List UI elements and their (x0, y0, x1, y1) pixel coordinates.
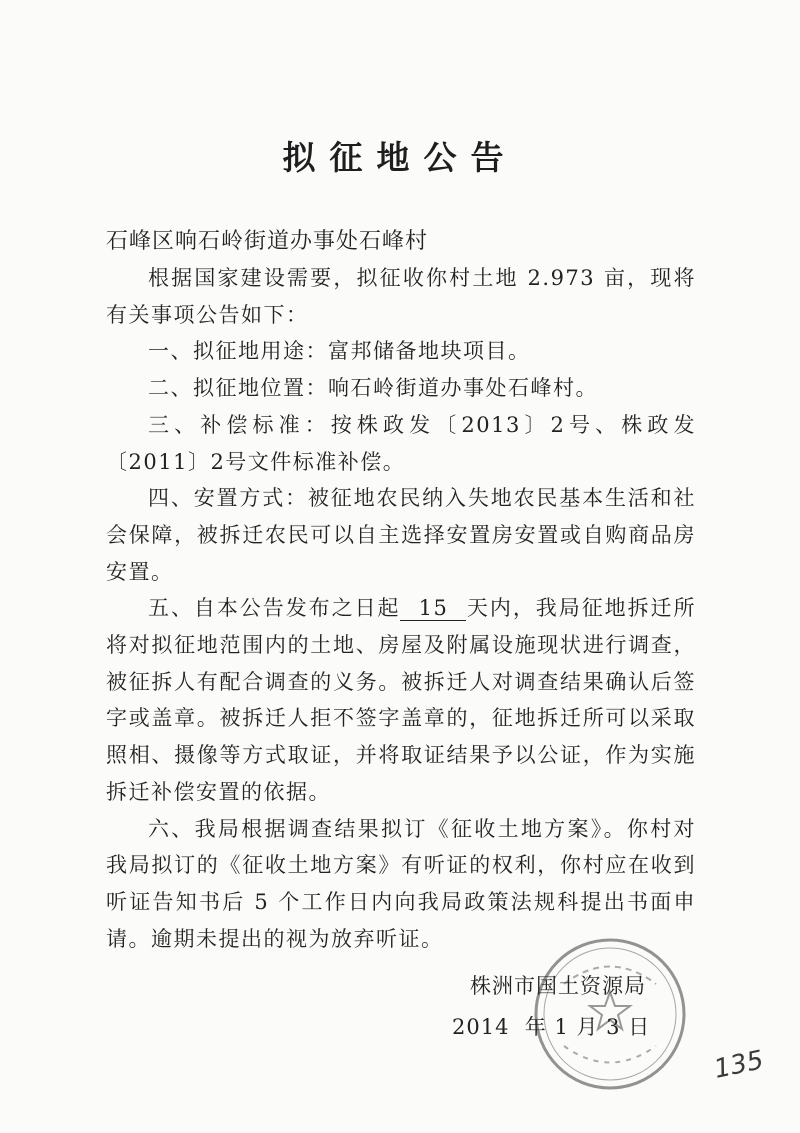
document-title: 拟征地公告 (282, 138, 518, 177)
days-blank-field: 15 (400, 596, 466, 621)
issuer-signature: 株洲市国土资源局 (470, 974, 646, 998)
document-body (106, 260, 696, 957)
issue-date: 2014 年 1 月 3 日 (452, 1015, 651, 1039)
addressee: 石峰区响石岭街道办事处石峰村 (106, 229, 429, 254)
paragraph-hearing: 六、我局根据调查结果拟订《征收土地方案》。你村对我局拟订的《征收土地方案》有听证的权利，你村应在收到听证告知书后 5 个工作日内向我局政策法规科提出书面申请。逾期未提出的视为放弃听证。 (106, 816, 696, 951)
paragraph-intro: 根据国家建设需要，拟征收你村土地 2.973 亩，现将有关事项公告如下： (106, 266, 696, 327)
handwritten-page-number: 135 (711, 1045, 767, 1085)
paragraph-compensation: 三、补偿标准：按株政发〔2013〕2号、株政发〔2011〕2号文件标准补偿。 (106, 412, 696, 474)
paragraph-investigation-start: 五、自本公告发布之日起 (148, 596, 401, 621)
paragraph-purpose: 一、拟征地用途：富邦储备地块项目。 (148, 339, 531, 364)
paragraph-location: 二、拟征地位置：响石岭街道办事处石峰村。 (148, 376, 598, 401)
paragraph-resettlement: 四、安置方式：被征地农民纳入失地农民基本生活和社会保障，被拆迁农民可以自主选择安置房安置或自购商品房安置。 (106, 486, 696, 584)
paragraph-investigation (106, 590, 696, 810)
paragraph-investigation-rest: 天内，我局征地拆迁所将对拟征地范围内的土地、房屋及附属设施现状进行调查，被征拆人有配合调查的义务。被拆迁人对调查结果确认后签字或盖章。被拆迁人拒不签字盖章的，征地拆迁所可以采取照相、摄像等方式取证，并将取证结果予以公证，作为实施拆迁补偿安置的依据。 (106, 596, 697, 804)
